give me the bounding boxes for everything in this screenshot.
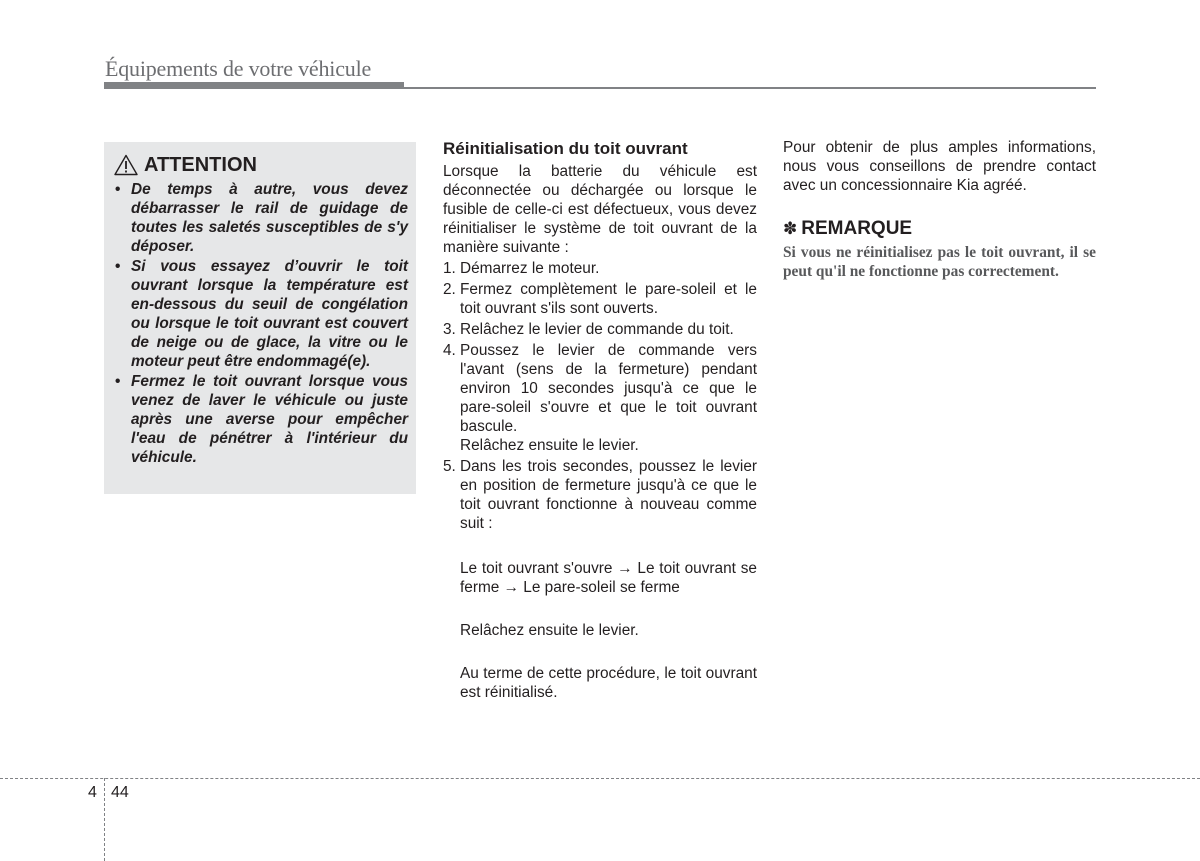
asterisk-icon: ✽ [783,219,798,238]
step-text: Démarrez le moteur. [460,260,600,277]
bullet-icon: • [115,258,121,275]
step-text: Poussez le levier de commande vers l'avant (sens de la fermeture) pendant environ 10 secondes jusqu'à ce que le pare-soleil s'ouvre et que le toit ouvrant bascule. [460,342,757,435]
step-number: 4. [443,342,456,359]
caution-item [114,257,408,371]
reset-intro: Lorsque la batterie du véhicule est déconnectée ou déchargée ou lorsque le fusible de celle-ci est défectueux, vous devez réinitialiser le système de toit ouvrant de la manière suivante : [443,163,757,256]
info-section [783,138,1096,281]
caution-header [114,152,408,178]
step-item [443,259,757,278]
spacer [443,640,757,664]
step-number: 2. [443,281,456,298]
step-item [443,457,757,533]
note-header [783,217,1096,241]
caution-item [114,180,408,256]
spacer [443,597,757,621]
note-title: REMARQUE [801,218,913,239]
step-item [443,341,757,455]
caution-item-text: De temps à autre, vous devez débarrasser le rail de guidage de toutes les saletés susceptibles de s'y déposer. [131,181,408,255]
section-title: Réinitialisation du toit ouvrant [443,139,688,158]
step-text-block [460,341,757,455]
step-text: Fermez complètement le pare-soleil et le toit ouvrant s'ils sont ouverts. [460,281,757,317]
step-text: Dans les trois secondes, poussez le levier en position de fermeture jusqu'à ce que le toit ouvrant fonctionne à nouveau comme suit : [460,458,757,532]
info-text: Pour obtenir de plus amples informations, nous vous conseillons de prendre contact avec un concessionnaire Kia agréé. [783,139,1096,194]
step-number: 5. [443,458,456,475]
header-rule-thick [104,82,404,89]
release-instruction: Relâchez ensuite le levier. [460,622,639,639]
operation-sequence: Le toit ouvrant s'ouvre → Le toit ouvrant se ferme → Le pare-soleil se ferme [460,560,757,596]
warning-triangle-icon [114,154,138,176]
step-item [443,320,757,339]
bullet-icon: • [115,181,121,198]
completion-text: Au terme de cette procédure, le toit ouvrant est réinitialisé. [460,665,757,701]
bullet-icon: • [115,373,121,390]
reset-section [443,138,757,702]
footer-vertical-divider [104,778,105,861]
caution-list [114,180,408,467]
caution-item-text: Fermez le toit ouvrant lorsque vous venez de laver le véhicule ou juste après une averse pour empêcher l'eau de pénétrer à l'intérieur du véhicule. [131,373,408,466]
step-number: 1. [443,260,456,277]
step-number: 3. [443,321,456,338]
caution-box [104,142,416,494]
note-text: Si vous ne réinitialisez pas le toit ouvrant, il se peut qu'il ne fonctionne pas correctement. [783,244,1096,280]
step-text: Relâchez le levier de commande du toit. [460,321,734,338]
reset-steps [443,259,757,533]
spacer [443,535,757,559]
footer-divider [0,778,1200,779]
step-extra-text: Relâchez ensuite le levier. [460,437,639,454]
caution-item-text: Si vous essayez d’ouvrir le toit ouvrant lorsque la température est en-dessous du seuil de congélation ou lorsque le toit ouvrant est couvert de neige ou de glace, la vitre ou le moteur peut être endommagé(e). [131,258,408,370]
caution-item [114,372,408,467]
caution-title: ATTENTION [144,153,257,176]
page-header-title: Équipements de votre véhicule [105,56,372,81]
chapter-number: 4 [88,784,97,801]
step-item [443,280,757,318]
header-rule-thin [404,87,1096,89]
page-number: 44 [111,784,129,801]
